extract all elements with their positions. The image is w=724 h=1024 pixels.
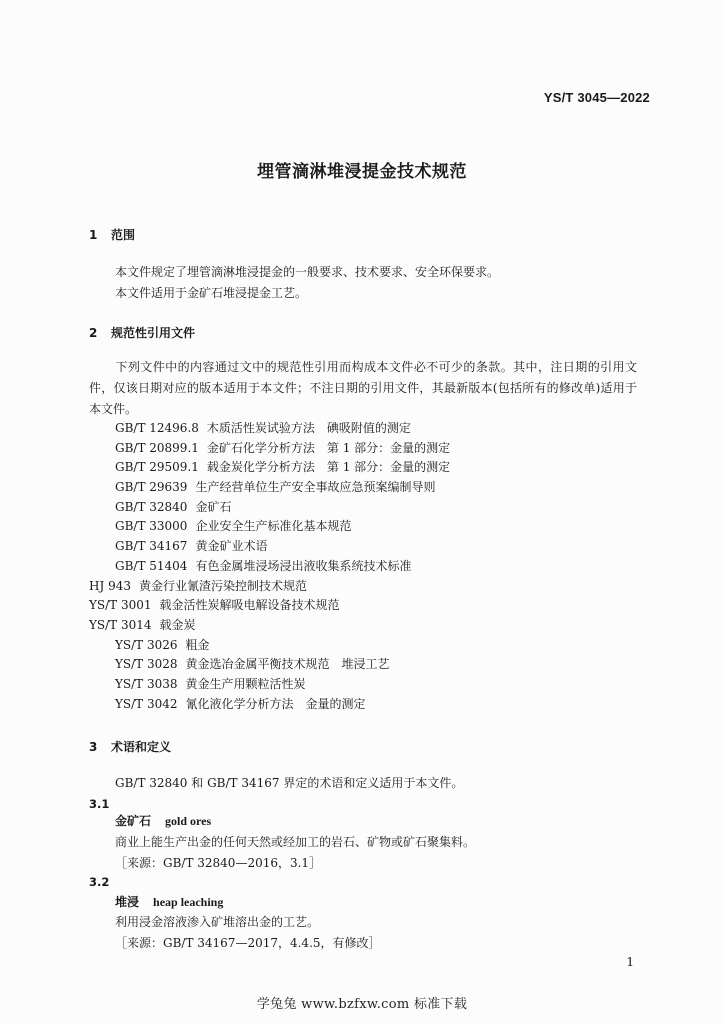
section-3-heading: [89, 738, 171, 755]
term-definition: 商业上能生产出金的任何天然或经加工的岩石、矿物或矿石聚集料。: [115, 835, 476, 849]
reference-item: [89, 616, 450, 636]
reference-code: HJ 943: [89, 578, 131, 593]
reference-title: 载金炭化学分析方法 第 1 部分：金量的测定: [206, 460, 451, 475]
reference-item: [115, 478, 450, 498]
reference-item: [115, 517, 450, 537]
section-number: 3: [89, 740, 98, 754]
normative-reference-list: [89, 419, 451, 714]
reference-title: 金矿石: [195, 499, 232, 514]
reference-item: [115, 655, 450, 675]
term-definition: 利用浸金溶液渗入矿堆溶出金的工艺。: [115, 915, 320, 929]
reference-code: YS/T 3038: [115, 676, 178, 691]
reference-code: YS/T 3028: [115, 657, 178, 672]
reference-item: [115, 675, 450, 695]
section-title: 范围: [111, 228, 136, 242]
reference-item: [115, 636, 450, 656]
term-name: [115, 812, 211, 829]
reference-title: 有色金属堆浸场浸出液收集系统技术标准: [195, 558, 412, 573]
section-title: 术语和定义: [111, 740, 172, 754]
reference-code: GB/T 20899.1: [115, 440, 199, 455]
reference-item: [115, 419, 450, 439]
reference-item: [115, 557, 450, 577]
reference-title: 黄金行业氰渣污染控制技术规范: [139, 578, 308, 593]
section-3-intro: GB/T 32840 和 GB/T 34167 界定的术语和定义适用于本文件。: [115, 776, 464, 790]
term-name: [115, 893, 223, 910]
section-number: 2: [89, 326, 98, 340]
reference-code: GB/T 33000: [115, 519, 188, 534]
term-number: 3.2: [89, 875, 110, 889]
reference-item: [115, 695, 450, 715]
reference-title: 黄金矿业术语: [195, 539, 268, 554]
intro-text: 下列文件中的内容通过文中的规范性引用而构成本文件必不可少的条款。其中，注日期的引用文件，仅该日期对应的版本适用于本文件；不注日期的引用文件，其最新版本(包括所有的修改单)适用于本文件。: [89, 360, 637, 416]
standard-code: YS/T 3045—2022: [543, 90, 650, 105]
reference-item: [115, 439, 450, 459]
term-name-zh: 堆浸: [115, 895, 140, 909]
reference-code: GB/T 34167: [115, 539, 188, 554]
reference-item: [115, 458, 450, 478]
section-1-heading: [89, 226, 135, 243]
reference-code: YS/T 3042: [115, 696, 178, 711]
reference-code: GB/T 32840: [115, 499, 188, 514]
reference-item: [89, 577, 450, 597]
reference-title: 粗金: [185, 637, 210, 652]
section-2-heading: [89, 324, 195, 341]
reference-code: GB/T 29639: [115, 480, 188, 495]
footer-watermark: 学兔兔 www.bzfxw.com 标准下载: [256, 997, 468, 1012]
page-number: 1: [626, 955, 634, 969]
reference-code: YS/T 3014: [89, 617, 152, 632]
term-source: ［来源：GB/T 32840—2016，3.1］: [115, 856, 322, 870]
term-source: ［来源：GB/T 34167—2017，4.4.5，有修改］: [115, 936, 381, 950]
reference-title: 企业安全生产标准化基本规范: [195, 519, 352, 534]
reference-title: 木质活性炭试验方法 碘吸附值的测定: [206, 421, 411, 435]
reference-title: 氰化液化学分析方法 金量的测定: [185, 696, 366, 711]
reference-code: GB/T 51404: [115, 558, 188, 573]
paragraph: 本文件规定了埋管滴淋堆浸提金的一般要求、技术要求、安全环保要求。: [115, 265, 500, 279]
term-name-en: gold ores: [165, 814, 212, 828]
paragraph: 本文件适用于金矿石堆浸提金工艺。: [115, 286, 308, 300]
reference-title: 载金炭: [159, 617, 196, 632]
reference-title: 生产经营单位生产安全事故应急预案编制导则: [195, 480, 436, 495]
term-number: 3.1: [89, 797, 110, 811]
term-name-zh: 金矿石: [115, 814, 152, 828]
reference-title: 黄金选冶金属平衡技术规范 堆浸工艺: [185, 657, 390, 672]
section-number: 1: [89, 228, 98, 242]
term-name-en: heap leaching: [153, 895, 224, 909]
section-2-intro: [89, 357, 637, 420]
reference-title: 载金活性炭解吸电解设备技术规范: [159, 598, 340, 613]
document-title: 埋管滴淋堆浸提金技术规范: [257, 162, 467, 182]
reference-item: [115, 537, 450, 557]
reference-code: GB/T 29509.1: [115, 460, 199, 475]
reference-title: 黄金生产用颗粒活性炭: [185, 676, 306, 691]
reference-item: [115, 498, 450, 518]
reference-code: YS/T 3001: [89, 598, 152, 613]
reference-code: YS/T 3026: [115, 637, 178, 652]
reference-item: [89, 596, 450, 616]
section-title: 规范性引用文件: [111, 326, 196, 340]
reference-code: GB/T 12496.8: [115, 421, 199, 435]
reference-title: 金矿石化学分析方法 第 1 部分：金量的测定: [206, 440, 451, 455]
